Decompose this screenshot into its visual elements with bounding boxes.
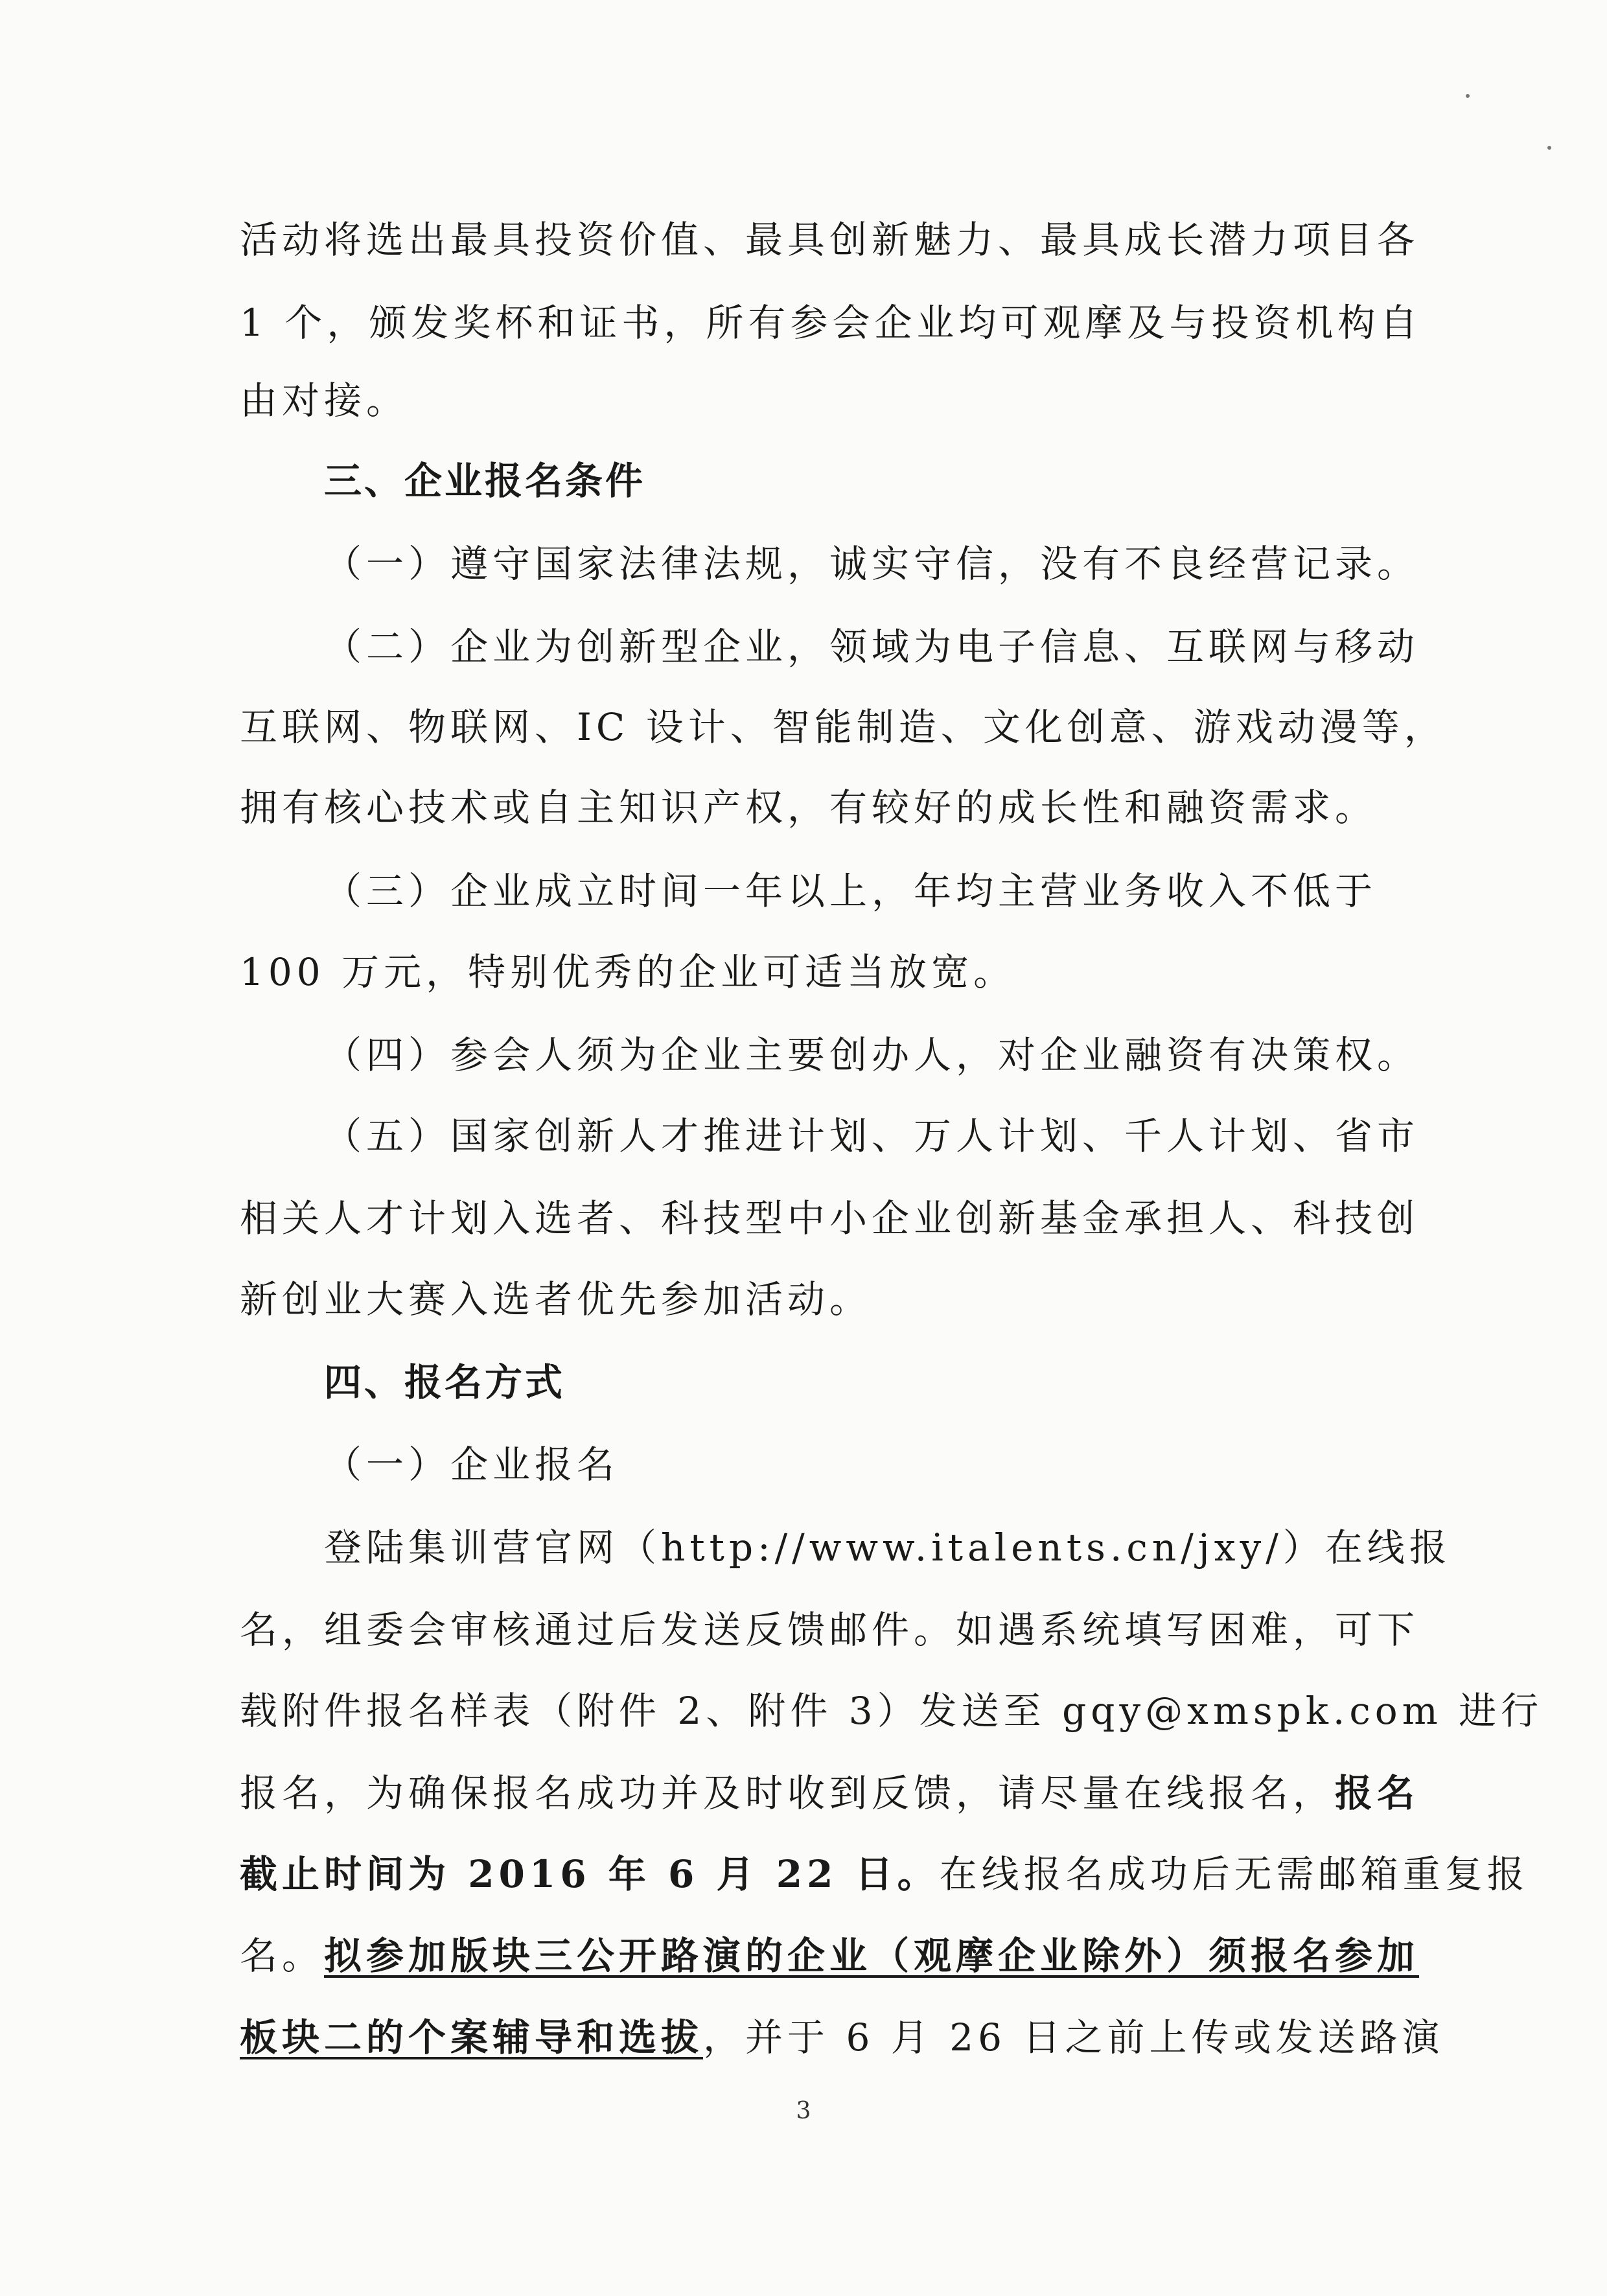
paragraph-line: [240, 1930, 1420, 1982]
list-item-line: （四）参会人须为企业主要创办人，对企业融资有决策权。: [324, 1033, 1420, 1077]
page-number: 3: [796, 2098, 811, 2124]
list-item-line: （三）企业成立时间一年以上，年均主营业务收入不低于: [324, 869, 1378, 913]
list-item-line: 互联网、物联网、IC 设计、智能制造、文化创意、游戏动漫等，: [240, 705, 1446, 749]
list-item-line: （一）遵守国家法律法规，诚实守信，没有不良经营记录。: [324, 542, 1420, 586]
paragraph-line: 名，组委会审核通过后发送反馈邮件。如遇系统填写困难，可下: [240, 1608, 1420, 1652]
scan-speck: [1466, 94, 1470, 98]
paragraph-line: [240, 1767, 1420, 1819]
list-item-line: 拥有核心技术或自主知识产权，有较好的成长性和融资需求。: [240, 785, 1378, 829]
emphasis-text: 拟参加版块三公开路演的企业（观摩企业除外）须报名参加: [324, 1934, 1420, 1978]
paragraph-text: 报名，为确保报名成功并及时收到反馈，请尽量在线报名，: [240, 1771, 1335, 1815]
paragraph-text: 在线报名成功后无需邮箱重复报: [939, 1852, 1529, 1896]
paragraph-line: 登陆集训营官网（http://www.italents.cn/jxy/）在线报: [324, 1525, 1451, 1570]
paragraph-text: 名。: [240, 1934, 325, 1978]
paragraph-line: 1 个，颁发奖杯和证书，所有参会企业均可观摩及与投资机构自: [240, 301, 1422, 345]
paragraph-line: [240, 1848, 1529, 1900]
paragraph-line: 活动将选出最具投资价值、最具创新魅力、最具成长潜力项目各: [240, 218, 1420, 262]
list-item-line: （五）国家创新人才推进计划、万人计划、千人计划、省市: [324, 1114, 1420, 1158]
list-item-line: 100 万元，特别优秀的企业可适当放宽。: [240, 950, 1016, 994]
scan-speck: [1547, 146, 1551, 150]
paragraph-text: ，并于 6 月 26 日之前上传或发送路演: [703, 2015, 1444, 2059]
section-heading: 四、报名方式: [324, 1360, 566, 1404]
subsection-heading: （一）企业报名: [324, 1443, 619, 1487]
emphasis-text: 板块二的个案辅导和选拔: [240, 2015, 704, 2059]
deadline-text: 截止时间为 2016 年 6 月 22 日。: [240, 1852, 940, 1896]
section-heading: 三、企业报名条件: [324, 459, 646, 503]
deadline-text: 报名: [1335, 1771, 1420, 1815]
list-item-line: 新创业大赛入选者优先参加活动。: [240, 1277, 872, 1321]
list-item-line: （二）企业为创新型企业，领域为电子信息、互联网与移动: [324, 625, 1420, 669]
paragraph-line: 载附件报名样表（附件 2、附件 3）发送至 gqy@xmspk.com 进行: [240, 1689, 1543, 1733]
list-item-line: 相关人才计划入选者、科技型中小企业创新基金承担人、科技创: [240, 1196, 1420, 1240]
paragraph-line: [240, 2012, 1444, 2063]
paragraph-line: 由对接。: [240, 378, 409, 423]
